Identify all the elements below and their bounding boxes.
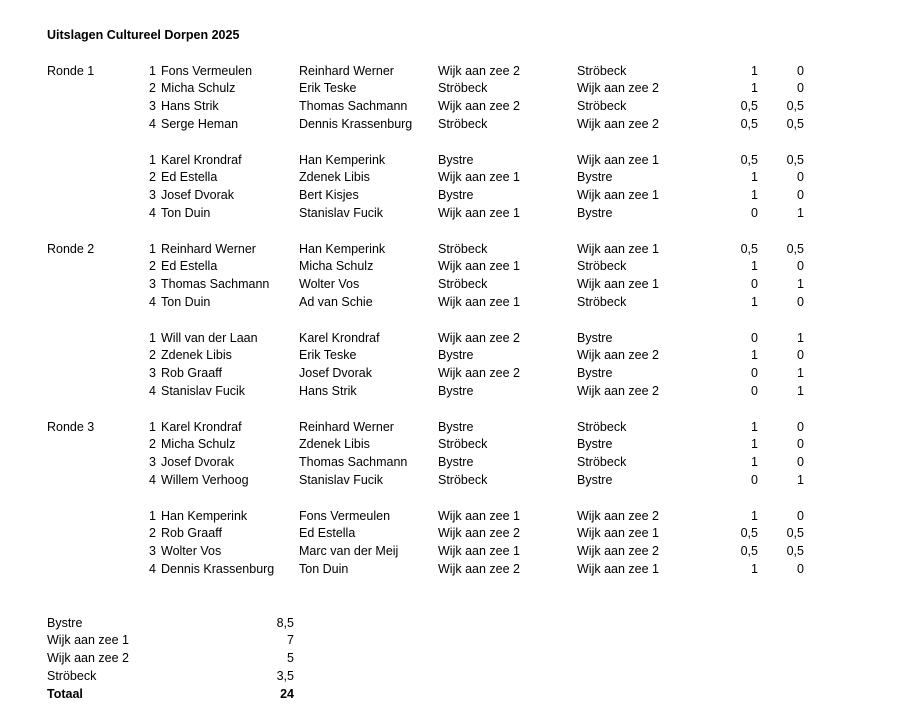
player-black: Zdenek Libis <box>299 170 370 185</box>
score-black: 0 <box>797 170 804 185</box>
player-black: Han Kemperink <box>299 152 386 167</box>
team-black: Ströbeck <box>577 419 627 434</box>
score-black: 1 <box>797 277 804 292</box>
player-white: Will van der Laan <box>161 330 258 345</box>
board-number: 4 <box>149 561 156 576</box>
player-white: Fons Vermeulen <box>161 63 253 78</box>
round-label: Ronde 1 <box>47 63 95 78</box>
score-white: 0 <box>751 277 758 292</box>
player-white: Willem Verhoog <box>161 472 249 487</box>
team-black: Bystre <box>577 366 613 381</box>
team-white: Bystre <box>438 152 474 167</box>
player-black: Wolter Vos <box>299 277 360 292</box>
board-number: 1 <box>149 241 156 256</box>
player-white: Josef Dvorak <box>161 455 234 470</box>
team-black: Wijk aan zee 2 <box>577 383 659 398</box>
board-number: 4 <box>149 294 156 309</box>
team-white: Wijk aan zee 1 <box>438 170 520 185</box>
score-black: 0 <box>797 419 804 434</box>
score-black: 0 <box>797 348 804 363</box>
team-black: Bystre <box>577 205 613 220</box>
player-white: Hans Strik <box>161 99 219 114</box>
player-white: Han Kemperink <box>161 508 248 523</box>
total-label: Totaal <box>47 686 83 701</box>
score-black: 0,5 <box>786 241 804 256</box>
score-white: 1 <box>751 81 758 96</box>
board-number: 3 <box>149 544 156 559</box>
team-black: Bystre <box>577 170 613 185</box>
score-black: 0 <box>797 561 804 576</box>
player-black: Bert Kisjes <box>299 188 359 203</box>
player-black: Hans Strik <box>299 383 357 398</box>
round-label: Ronde 2 <box>47 241 95 256</box>
score-white: 0 <box>751 383 758 398</box>
score-black: 0 <box>797 259 804 274</box>
player-white: Ton Duin <box>161 205 211 220</box>
team-white: Ströbeck <box>438 116 488 131</box>
team-white: Ströbeck <box>438 437 488 452</box>
player-black: Dennis Krassenburg <box>299 116 413 131</box>
team-white: Wijk aan zee 2 <box>438 330 520 345</box>
team-black: Ströbeck <box>577 455 627 470</box>
score-black: 1 <box>797 472 804 487</box>
standings-points: 8,5 <box>276 615 294 630</box>
standings-team: Wijk aan zee 2 <box>47 651 129 666</box>
score-white: 1 <box>751 455 758 470</box>
team-white: Bystre <box>438 419 474 434</box>
team-white: Bystre <box>438 455 474 470</box>
player-black: Stanislav Fucik <box>299 472 384 487</box>
player-white: Karel Krondraf <box>161 152 242 167</box>
player-black: Reinhard Werner <box>299 63 394 78</box>
standings-points: 5 <box>287 651 294 666</box>
round-label: Ronde 3 <box>47 419 95 434</box>
standings-team: Wijk aan zee 1 <box>47 633 129 648</box>
player-white: Wolter Vos <box>161 544 222 559</box>
score-black: 0 <box>797 455 804 470</box>
score-black: 0,5 <box>786 152 804 167</box>
team-black: Ströbeck <box>577 63 627 78</box>
player-black: Stanislav Fucik <box>299 205 384 220</box>
board-number: 2 <box>149 526 156 541</box>
board-number: 1 <box>149 152 156 167</box>
sheet-title: Uitslagen Cultureel Dorpen 2025 <box>47 28 240 42</box>
player-black: Zdenek Libis <box>299 437 370 452</box>
player-white: Rob Graaff <box>161 526 222 541</box>
player-black: Marc van der Meij <box>299 544 399 559</box>
team-white: Bystre <box>438 188 474 203</box>
team-white: Wijk aan zee 1 <box>438 508 520 523</box>
board-number: 3 <box>149 188 156 203</box>
player-black: Thomas Sachmann <box>299 99 408 114</box>
player-black: Josef Dvorak <box>299 366 372 381</box>
team-black: Bystre <box>577 437 613 452</box>
player-white: Karel Krondraf <box>161 419 242 434</box>
score-black: 1 <box>797 330 804 345</box>
player-white: Thomas Sachmann <box>161 277 270 292</box>
score-white: 1 <box>751 437 758 452</box>
player-white: Rob Graaff <box>161 366 222 381</box>
player-white: Micha Schulz <box>161 437 236 452</box>
board-number: 4 <box>149 205 156 220</box>
score-white: 0,5 <box>740 526 758 541</box>
score-black: 0 <box>797 437 804 452</box>
total-points: 24 <box>280 686 294 701</box>
board-number: 2 <box>149 437 156 452</box>
player-white: Ton Duin <box>161 294 211 309</box>
team-white: Wijk aan zee 1 <box>438 259 520 274</box>
player-white: Dennis Krassenburg <box>161 561 275 576</box>
team-white: Wijk aan zee 1 <box>438 294 520 309</box>
player-white: Micha Schulz <box>161 81 236 96</box>
score-black: 0 <box>797 294 804 309</box>
score-black: 0 <box>797 63 804 78</box>
board-number: 1 <box>149 419 156 434</box>
board-number: 4 <box>149 116 156 131</box>
team-white: Ströbeck <box>438 81 488 96</box>
team-black: Wijk aan zee 1 <box>577 277 659 292</box>
score-white: 1 <box>751 348 758 363</box>
team-white: Wijk aan zee 2 <box>438 561 520 576</box>
standings-points: 7 <box>287 633 294 648</box>
score-black: 0 <box>797 81 804 96</box>
team-black: Wijk aan zee 2 <box>577 116 659 131</box>
board-number: 2 <box>149 170 156 185</box>
team-white: Wijk aan zee 2 <box>438 526 520 541</box>
score-black: 1 <box>797 366 804 381</box>
score-black: 1 <box>797 205 804 220</box>
score-white: 1 <box>751 508 758 523</box>
player-black: Ed Estella <box>299 526 356 541</box>
team-black: Wijk aan zee 2 <box>577 348 659 363</box>
player-white: Ed Estella <box>161 170 218 185</box>
team-white: Ströbeck <box>438 241 488 256</box>
team-black: Wijk aan zee 1 <box>577 561 659 576</box>
team-white: Wijk aan zee 1 <box>438 205 520 220</box>
score-white: 1 <box>751 188 758 203</box>
team-white: Wijk aan zee 2 <box>438 63 520 78</box>
board-number: 3 <box>149 366 156 381</box>
player-black: Erik Teske <box>299 81 357 96</box>
team-black: Wijk aan zee 1 <box>577 526 659 541</box>
player-black: Thomas Sachmann <box>299 455 408 470</box>
player-white: Zdenek Libis <box>161 348 232 363</box>
team-white: Ströbeck <box>438 277 488 292</box>
score-white: 1 <box>751 294 758 309</box>
player-black: Fons Vermeulen <box>299 508 391 523</box>
team-white: Bystre <box>438 383 474 398</box>
player-black: Ad van Schie <box>299 294 373 309</box>
score-white: 0 <box>751 205 758 220</box>
score-white: 0,5 <box>740 544 758 559</box>
score-black: 0,5 <box>786 116 804 131</box>
player-black: Reinhard Werner <box>299 419 394 434</box>
board-number: 2 <box>149 259 156 274</box>
board-number: 3 <box>149 277 156 292</box>
team-black: Bystre <box>577 472 613 487</box>
board-number: 1 <box>149 508 156 523</box>
score-black: 0,5 <box>786 544 804 559</box>
team-black: Ströbeck <box>577 99 627 114</box>
team-black: Wijk aan zee 2 <box>577 544 659 559</box>
board-number: 3 <box>149 99 156 114</box>
standings-team: Bystre <box>47 615 83 630</box>
player-black: Micha Schulz <box>299 259 374 274</box>
score-white: 1 <box>751 419 758 434</box>
team-white: Wijk aan zee 1 <box>438 544 520 559</box>
player-white: Stanislav Fucik <box>161 383 246 398</box>
score-white: 0,5 <box>740 116 758 131</box>
player-black: Karel Krondraf <box>299 330 380 345</box>
team-black: Bystre <box>577 330 613 345</box>
score-white: 0,5 <box>740 241 758 256</box>
board-number: 3 <box>149 455 156 470</box>
score-white: 1 <box>751 561 758 576</box>
standings-points: 3,5 <box>276 668 294 683</box>
score-white: 0 <box>751 366 758 381</box>
team-black: Wijk aan zee 2 <box>577 508 659 523</box>
score-white: 0 <box>751 472 758 487</box>
team-black: Wijk aan zee 1 <box>577 241 659 256</box>
player-white: Ed Estella <box>161 259 218 274</box>
standings-team: Ströbeck <box>47 668 97 683</box>
team-white: Wijk aan zee 2 <box>438 99 520 114</box>
board-number: 4 <box>149 472 156 487</box>
team-black: Wijk aan zee 2 <box>577 81 659 96</box>
score-white: 0,5 <box>740 99 758 114</box>
board-number: 4 <box>149 383 156 398</box>
team-black: Ströbeck <box>577 259 627 274</box>
score-white: 0,5 <box>740 152 758 167</box>
score-black: 1 <box>797 383 804 398</box>
player-white: Josef Dvorak <box>161 188 234 203</box>
score-black: 0,5 <box>786 526 804 541</box>
score-black: 0 <box>797 188 804 203</box>
player-black: Ton Duin <box>299 561 349 576</box>
player-white: Serge Heman <box>161 116 239 131</box>
score-black: 0 <box>797 508 804 523</box>
score-white: 1 <box>751 259 758 274</box>
board-number: 2 <box>149 348 156 363</box>
team-white: Wijk aan zee 2 <box>438 366 520 381</box>
team-black: Wijk aan zee 1 <box>577 188 659 203</box>
team-black: Wijk aan zee 1 <box>577 152 659 167</box>
team-black: Ströbeck <box>577 294 627 309</box>
score-white: 1 <box>751 63 758 78</box>
board-number: 1 <box>149 330 156 345</box>
score-white: 1 <box>751 170 758 185</box>
score-white: 0 <box>751 330 758 345</box>
player-black: Erik Teske <box>299 348 357 363</box>
board-number: 2 <box>149 81 156 96</box>
player-white: Reinhard Werner <box>161 241 256 256</box>
player-black: Han Kemperink <box>299 241 386 256</box>
board-number: 1 <box>149 63 156 78</box>
team-white: Ströbeck <box>438 472 488 487</box>
score-black: 0,5 <box>786 99 804 114</box>
team-white: Bystre <box>438 348 474 363</box>
